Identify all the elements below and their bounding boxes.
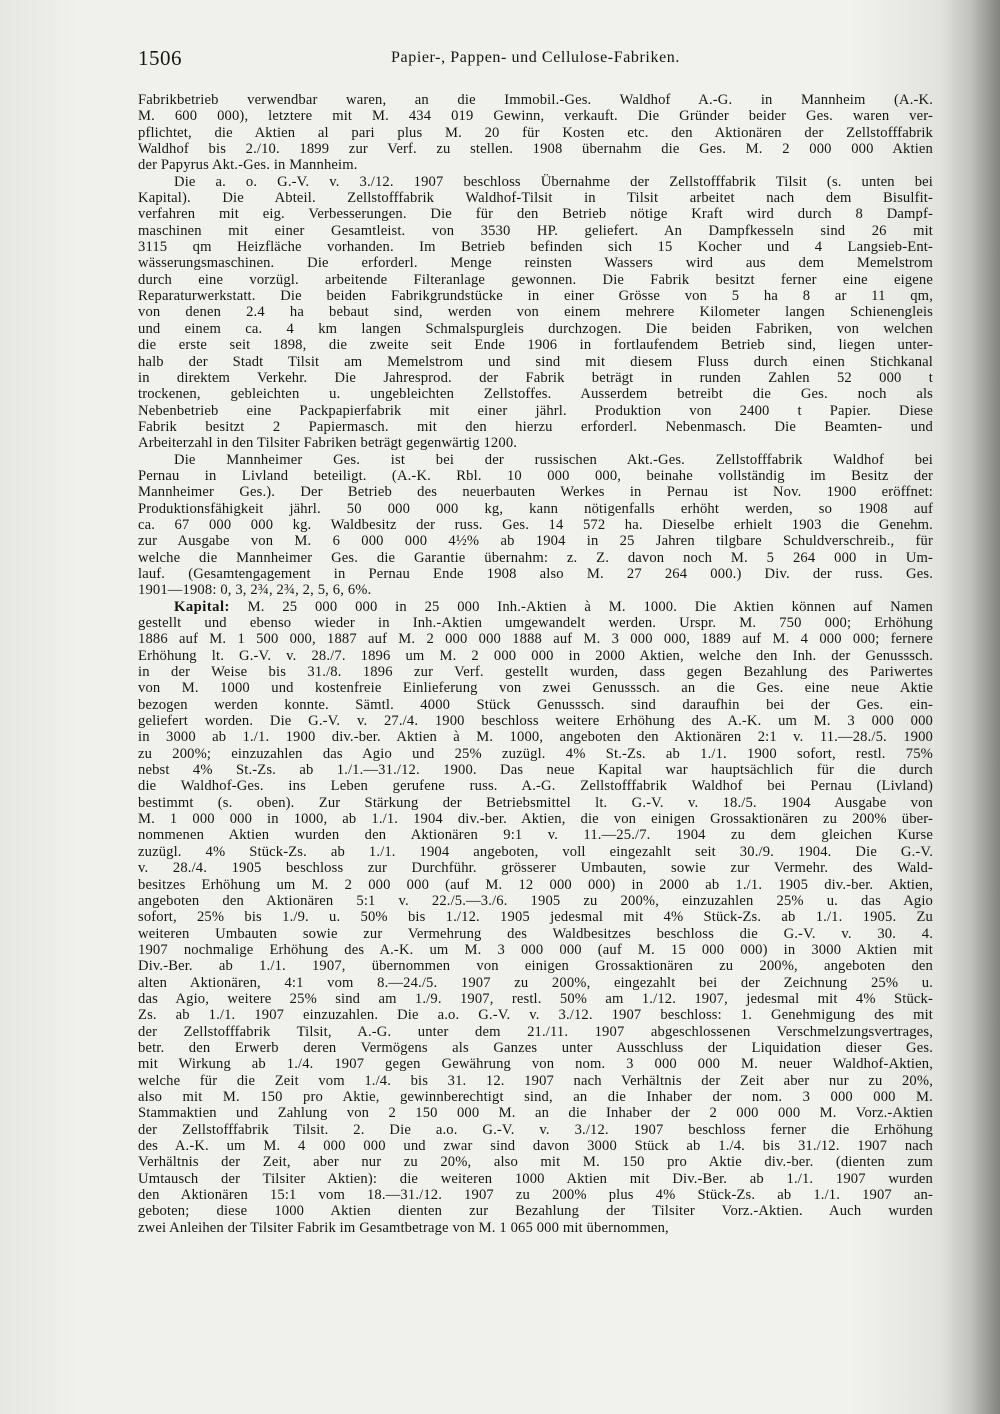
text-line: Reparaturwerkstatt. Die beiden Fabrikgrundstücke in einer Grösse von 5 ha 8 ar 11 qm,: [138, 288, 933, 305]
text-line: Die a. o. G.-V. v. 3./12. 1907 beschloss Übernahme der Zellstofffabrik Tilsit (s. unten bei: [174, 173, 933, 190]
text-line: pflichtet, die Aktien al pari plus M. 20 für Kosten etc. den Aktionären der Zellstofffabrik: [138, 124, 933, 141]
text-line-content: M. 25 000 000 in 25 000 Inh.-Aktien à M. 1000. Die Aktien können auf Namen: [229, 598, 933, 615]
text-line: und einem ca. 4 km langen Schmalspurgleis durchzogen. Die beiden Fabriken, von welchen: [138, 320, 933, 337]
text-line: geliefert worden. Die G.-V. v. 27./4. 1900 beschloss weitere Erhöhung des A.-K. um M. 3 000 000: [138, 713, 933, 730]
text-line: trockenen, gebleichten u. ungebleichten Zellstoffes. Ausserdem betreibt die Ges. noch als: [138, 386, 933, 403]
paragraph: [138, 452, 933, 599]
text-line: Erhöhung lt. G.-V. v. 28./7. 1896 um M. 2 000 000 in 2000 Aktien, welche den Inh. der Genusssch.: [138, 647, 933, 664]
text-line: der Zellstofffabrik Tilsit, A.-G. unter dem 21./11. 1907 abgeschlossenen Verschmelzungsvertrages,: [138, 1023, 933, 1040]
text-line: Zs. ab 1./1. 1907 einzuzahlen. Die a.o. G.-V. v. 3./12. 1907 beschloss: 1. Genehmigung des mit: [138, 1007, 933, 1024]
text-line: also mit M. 150 pro Aktie, gewinnberechtigt sind, an die Inhaber der nom. 3 000 000 M.: [138, 1088, 933, 1105]
text-line: 1901—1908: 0, 3, 2¾, 2¾, 2, 5, 6, 6%.: [138, 582, 372, 599]
text-line: von denen 2.4 ha bebaut sind, werden von einem mehrere Kilometer langen Schienengleis: [138, 304, 933, 321]
text-line: Fabrikbetrieb verwendbar waren, an die Immobil.-Ges. Waldhof A.-G. in Mannheim (A.-K.: [138, 92, 933, 108]
text-line: gestellt und ebenso wieder in Inh.-Aktien umgewandelt werden. Urspr. M. 750 000; Erhöhung: [138, 615, 933, 631]
text-line: in der Weise bis 31./8. 1896 zur Verf. gestellt wurden, dass gegen Bezahlung des Pariwertes: [138, 664, 933, 681]
text-line: ca. 67 000 000 kg. Waldbesitz der russ. Ges. 14 572 ha. Dieselbe erhielt 1903 die Genehm.: [138, 516, 933, 533]
text-line: sofort, 25% bis 1./9. u. 50% bis 1./12. 1905 jedesmal mit 4% Stück-Zs. ab 1./1. 1905. Zu: [138, 909, 933, 926]
text-line: mit Wirkung ab 1./4. 1907 gegen Gewährung von nom. 3 000 000 M. neuer Waldhof-Aktien,: [138, 1056, 933, 1073]
text-line: nommenen Aktien wurden den Aktionären 9:1 v. 11.—25./7. 1904 zu dem gleichen Kurse: [138, 827, 933, 844]
text-line: alten Aktionären, 4:1 vom 8.—24./5. 1907 zu 200%, eingezahlt bei der Zeichnung 25% u.: [138, 974, 933, 991]
text-line: den Aktionären 15:1 vom 18.—31./12. 1907 zu 200% plus 4% Stück-Zs. ab 1./1. 1907 an-: [138, 1187, 933, 1204]
text-line: wässerungsmaschinen. Die erforderl. Menge reinsten Wassers wird aus dem Memelstrom: [138, 255, 933, 272]
paragraph: [138, 599, 933, 1236]
text-line: M. 600 000), letztere mit M. 434 019 Gewinn, verkauft. Die Gründer beider Ges. waren ver-: [138, 108, 933, 125]
text-line: 1907 nochmalige Erhöhung des A.-K. um M. 3 000 000 (auf M. 15 000 000) in 3000 Aktien mit: [138, 941, 933, 958]
text-line: von M. 1000 und kostenfreie Einlieferung von zwei Genusssch. an die Ges. eine neue Aktie: [138, 680, 933, 697]
text-line: lauf. (Gesamtengagement in Pernau Ende 1908 also M. 27 264 000.) Div. der russ. Ges.: [138, 565, 933, 582]
text-line: in direktem Verkehr. Die Jahresprod. der Fabrik beträgt in runden Zahlen 52 000 t: [138, 369, 933, 386]
text-line: betr. den Erwerb deren Vermögens als Ganzes unter Ausschluss der Liquidation dieser Ges.: [138, 1039, 933, 1056]
page-header: [138, 46, 933, 78]
text-line: in 3000 ab 1./1. 1900 div.-ber. Aktien à M. 1000, angeboten den Aktionären 2:1 v. 11.—28./5. 1900: [138, 729, 933, 746]
text-line: zuzügl. 4% Stück-Zs. ab 1./1. 1904 angeboten, voll eingezahlt seit 30./9. 1904. Die G.-V.: [138, 843, 933, 860]
text-line: welche die Mannheimer Ges. die Garantie übernahm: z. Z. davon noch M. 5 264 000 in Um-: [138, 549, 933, 566]
text-line: 1886 auf M. 1 500 000, 1887 auf M. 2 000 000 1888 auf M. 3 000 000, 1889 auf M. 4 000 000; fernere: [138, 631, 933, 648]
text-line: der Zellstofffabrik Tilsit. 2. Die a.o. G.-V. v. 3./12. 1907 beschloss ferner die Erhöhung: [138, 1121, 933, 1138]
text-line: Umtausch der Tilsiter Aktien): die weiteren 1000 Aktien mit Div.-Ber. ab 1./1. 1907 wurden: [138, 1170, 933, 1187]
text-line: besitzes Erhöhung um M. 2 000 000 (auf M. 12 000 000) in 2000 ab 1./1. 1905 div.-ber. Aktien,: [138, 876, 933, 893]
text-line: durch eine vorzügl. arbeitende Filteranlage gewonnen. Die Fabrik besitzt ferner eine eigene: [138, 271, 933, 288]
text-line: Mannheimer Ges.). Der Betrieb des neuerbauten Werkes in Pernau ist Nov. 1900 eröffnet:: [138, 484, 933, 501]
text-line: Stammaktien und Zahlung von 2 150 000 M. an die Inhaber der 2 000 000 M. Vorz.-Aktien: [138, 1105, 933, 1122]
text-line: die Waldhof-Ges. ins Leben gerufene russ. A.-G. Zellstofffabrik Waldhof bei Pernau (Livland): [138, 778, 933, 795]
text-line: das Agio, weitere 25% sind am 1./9. 1907, restl. 50% am 1./12. 1907, jedesmal mit 4% Stück-: [138, 990, 933, 1007]
text-line: Verhältnis der Zeit, aber nur zu 20%, also mit M. 150 pro Aktie div.-ber. (dienten zum: [138, 1154, 933, 1171]
text-line: [138, 599, 933, 615]
text-line: geboten; diese 1000 Aktien dienten zur Bezahlung der Tilsiter Vorz.-Aktien. Auch wurden: [138, 1203, 933, 1220]
text-line: bestimmt (s. oben). Zur Stärkung der Betriebsmittel lt. G.-V. v. 18./5. 1904 Ausgabe von: [138, 794, 933, 811]
text-line: Pernau in Livland beteiligt. (A.-K. Rbl. 10 000 000, beinahe vollständig im Besitz der: [138, 467, 933, 484]
text-line: 3115 qm Heizfläche vorhanden. Im Betrieb befinden sich 15 Kocher und 4 Langsieb-Ent-: [138, 239, 933, 256]
text-line: der Papyrus Akt.-Ges. in Mannheim.: [138, 157, 358, 174]
text-line: M. 1 000 000 in 1000, ab 1./1. 1904 div.-ber. Aktien, die von einigen Grossaktionären zu 200% über-: [138, 811, 933, 828]
text-line: Fabrik besitzt 2 Papiermasch. mit den hierzu erforderl. Nebenmasch. Die Beamten- und: [138, 418, 933, 435]
text-line: welche für die Zeit vom 1./4. bis 31. 12. 1907 nach Verhältnis der Zeit aber nur zu 20%,: [138, 1072, 933, 1089]
text-line: weiteren Umbauten sowie zur Vermehrung des Waldbesitzes beschloss die G.-V. v. 30. 4.: [138, 925, 933, 942]
text-line: des A.-K. um M. 4 000 000 und zwar sind davon 3000 Stück ab 1./4. bis 31./12. 1907 nach: [138, 1138, 933, 1154]
text-line: zur Ausgabe von M. 6 000 000 4½% ab 1904 in 25 Jahren tilgbare Schuldverschreib., für: [138, 533, 933, 550]
section-label: Kapital:: [174, 598, 230, 615]
text-line: angeboten den Aktionären 5:1 v. 22./5.—3./6. 1905 zu 200%, einzuzahlen 25% u. das Agio: [138, 892, 933, 909]
text-line: Arbeiterzahl in den Tilsiter Fabriken beträgt gegenwärtig 1200.: [138, 435, 518, 452]
text-line: maschinen mit einer Gesamtleist. von 3530 HP. geliefert. An Dampfkesseln sind 26 mit: [138, 222, 933, 239]
page-number: 1506: [138, 46, 182, 70]
text-line: die erste seit 1898, die zweite seit Ende 1906 in fortlaufendem Betrieb sind, liegen unter-: [138, 337, 933, 354]
text-line: Die Mannheimer Ges. ist bei der russischen Akt.-Ges. Zellstofffabrik Waldhof bei: [174, 451, 933, 468]
text-line: Waldhof bis 2./10. 1899 zur Verf. zu stellen. 1908 übernahm die Ges. M. 2 000 000 Aktien: [138, 141, 933, 158]
text-line: Div.-Ber. ab 1./1. 1907, übernommen von einigen Grossaktionären zu 200%, angeboten den: [138, 958, 933, 975]
running-title: Papier-, Pappen- und Cellulose-Fabriken.: [391, 49, 680, 66]
text-line: zwei Anleihen der Tilsiter Fabrik im Gesamtbetrage von M. 1 065 000 mit übernommen,: [138, 1219, 669, 1236]
paragraph: [138, 92, 933, 174]
body-text: [138, 92, 933, 1236]
text-line: v. 28./4. 1905 beschloss zur Durchführ. grösserer Umbauten, sowie zur Vermehr. des Wald-: [138, 860, 933, 877]
text-line: Nebenbetrieb eine Packpapierfabrik mit einer jährl. Produktion von 2400 t Papier. Diese: [138, 402, 933, 419]
paragraph: [138, 174, 933, 452]
text-line: Kapital). Die Abteil. Zellstofffabrik Waldhof-Tilsit in Tilsit arbeitet nach dem Bisulfit-: [138, 190, 933, 207]
text-line: zu 200%; einzuzahlen das Agio und 25% zuzügl. 4% St.-Zs. ab 1./1. 1900 sofort, restl. 75%: [138, 745, 933, 762]
text-line: halb der Stadt Tilsit am Memelstrom und sind mit diesem Fluss durch einen Stichkanal: [138, 353, 933, 370]
text-line: verfahren mit eig. Verbesserungen. Die für den Betrieb nötige Kraft wird durch 8 Dampf-: [138, 206, 933, 223]
text-line: nebst 4% St.-Zs. ab 1./1.—31./12. 1900. Das neue Kapital war hauptsächlich für die durch: [138, 762, 933, 779]
text-line: bezogen werden konnte. Sämtl. 4000 Stück Genusssch. sind daraufhin bei der Ges. ein-: [138, 696, 933, 713]
binding-gutter-shadow: [942, 0, 1000, 1414]
text-line: Produktionsfähigkeit jährl. 50 000 000 kg, kann nötigenfalls erhöht werden, so 1908 auf: [138, 500, 933, 517]
